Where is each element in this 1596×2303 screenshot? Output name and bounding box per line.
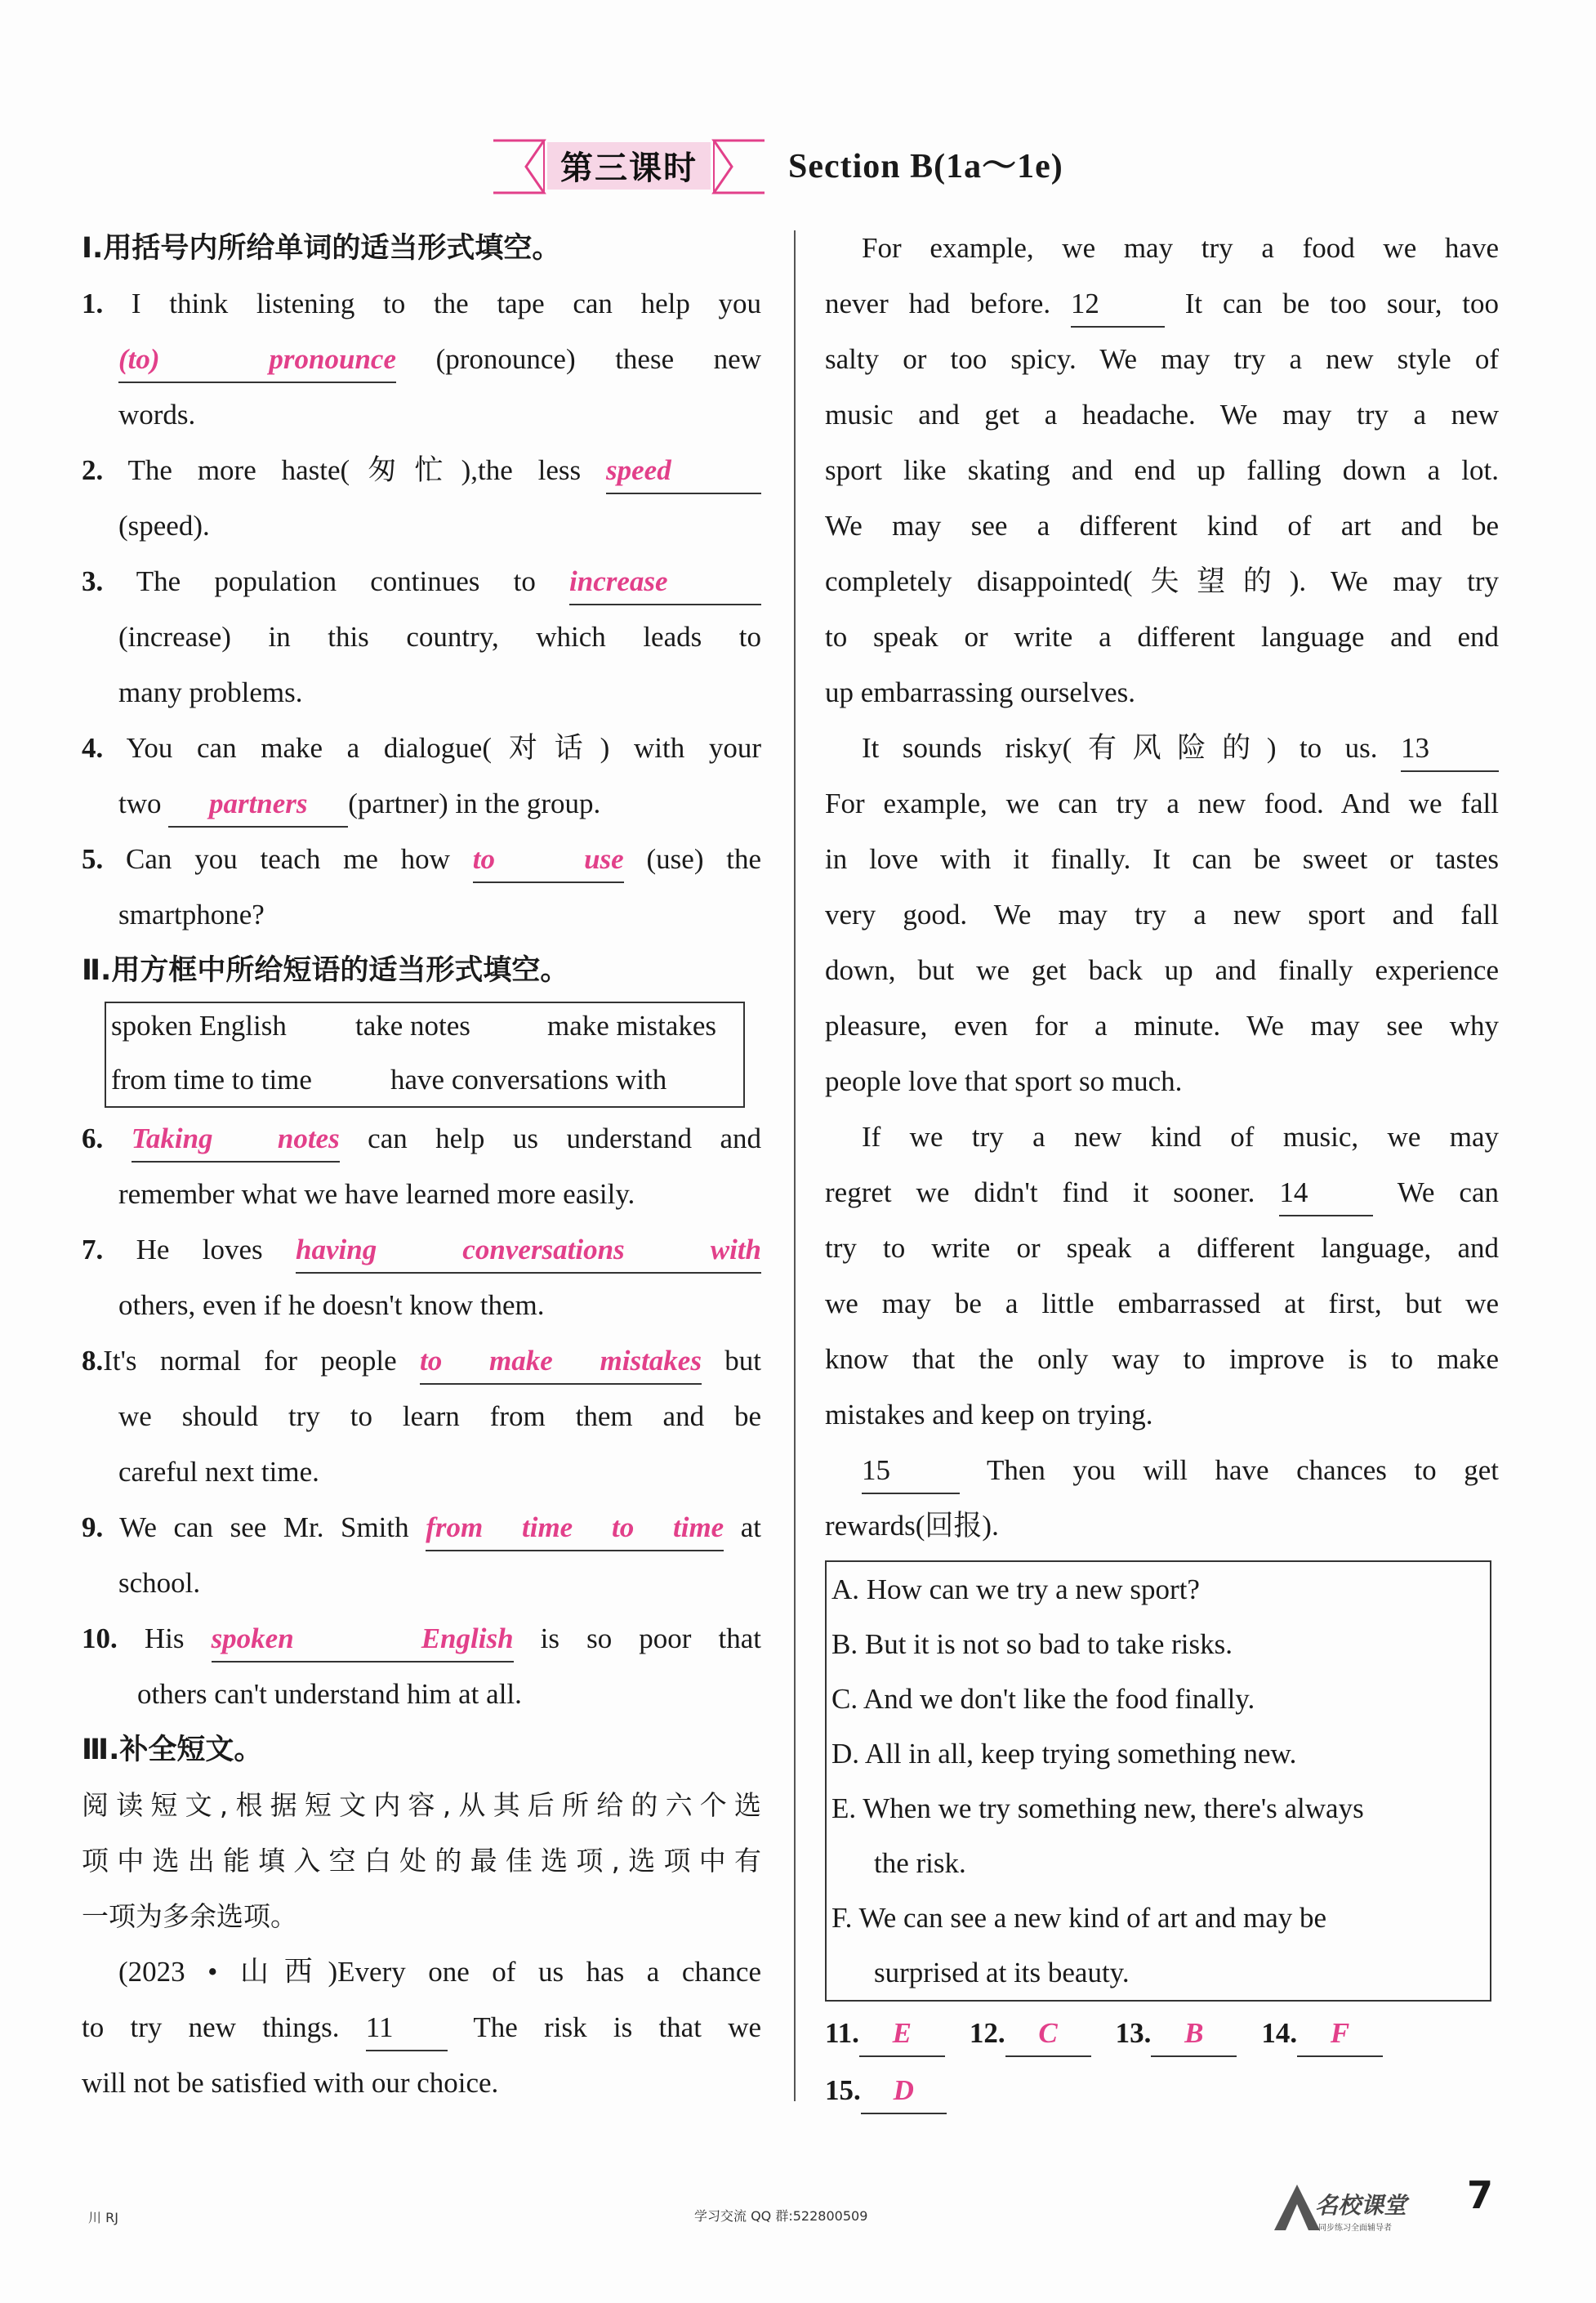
passage-line: pleasure, even for a minute. We may see why bbox=[825, 1010, 1499, 1042]
lesson-label: 第三课时 bbox=[560, 150, 698, 187]
answer-12[interactable]: C bbox=[1005, 2015, 1091, 2057]
phrase-item: take notes bbox=[355, 1010, 470, 1042]
blank-14[interactable]: 14 bbox=[1279, 1174, 1373, 1216]
edition-label: 川 RJ bbox=[88, 2210, 118, 2225]
blank-11[interactable]: 11 bbox=[366, 2009, 448, 2051]
brand-tagline: 同步练习全面辅导者 bbox=[1318, 2224, 1392, 2233]
answer-row: 11. E 12. C 13. B 14. F bbox=[825, 2005, 1499, 2062]
q8-line2: we should try to learn from them and be bbox=[118, 1400, 761, 1432]
answer-11[interactable]: E bbox=[859, 2015, 945, 2057]
q10-line2: others can't understand him at all. bbox=[137, 1678, 522, 1710]
brand-a-icon bbox=[1273, 2183, 1322, 2232]
passage-line: music and get a headache. We may try a new bbox=[825, 399, 1499, 431]
passage-line: very good. We may try a new sport and fall bbox=[825, 899, 1499, 931]
answer-blank[interactable]: from time to time bbox=[426, 1509, 724, 1551]
q3-line2: (increase) in this country, which leads to bbox=[118, 621, 761, 653]
passage-line: to speak or write a different language and end bbox=[825, 621, 1499, 653]
passage-line: down, but we get back up and finally experience bbox=[825, 954, 1499, 986]
phrase-item: spoken English bbox=[111, 1010, 287, 1042]
brand-name: 名校课堂 bbox=[1315, 2192, 1407, 2219]
answer-row: 15. D bbox=[825, 2062, 1499, 2119]
q3-line3: many problems. bbox=[118, 676, 303, 708]
phrase-box bbox=[105, 1002, 745, 1108]
phrase-item: make mistakes bbox=[547, 1010, 717, 1042]
option-d: D. All in all, keep trying something new. bbox=[831, 1738, 1297, 1770]
q3-line1: 3. The population continues to increase bbox=[82, 554, 761, 609]
passage-line: 15 Then you will have chances to get bbox=[825, 1443, 1499, 1498]
q2-line2: (speed). bbox=[118, 510, 210, 542]
part3-instructions: 一项为多余选项。 bbox=[82, 1900, 297, 1932]
answer-blank[interactable]: to make mistakes bbox=[420, 1342, 702, 1385]
answer-blank[interactable]: spoken English bbox=[212, 1620, 514, 1663]
passage-line: regret we didn't find it sooner. 14 We can bbox=[825, 1165, 1499, 1221]
q4-line2: two partners (partner) in the group. bbox=[82, 776, 761, 832]
column-divider bbox=[794, 230, 796, 2101]
passage-line: we may be a little embarrassed at first, but we bbox=[825, 1288, 1499, 1319]
q9-line2: school. bbox=[118, 1567, 201, 1599]
answer-blank[interactable]: increase bbox=[569, 563, 761, 605]
answer-blank[interactable]: (to) pronounce bbox=[118, 341, 396, 383]
passage-line: mistakes and keep on trying. bbox=[825, 1399, 1153, 1430]
passage-line: completely disappointed(失望的). We may try bbox=[825, 565, 1499, 597]
right-column bbox=[825, 221, 1499, 2119]
passage-line: people love that sport so much. bbox=[825, 1065, 1183, 1097]
q5-line2: smartphone? bbox=[118, 899, 265, 931]
q6-line1: 6. Taking notes can help us understand and bbox=[82, 1111, 761, 1167]
passage-line: (2023 • 山西)Every one of us has a chance bbox=[118, 1956, 761, 1988]
q8-line1: 8.It's normal for people to make mistakes but bbox=[82, 1333, 761, 1389]
passage-line: For example, we can try a new food. And we fall bbox=[825, 788, 1499, 819]
brand-logo bbox=[1273, 2183, 1436, 2234]
passage-line: know that the only way to improve is to make bbox=[825, 1343, 1499, 1375]
part1-title: Ⅰ.用括号内所给单词的适当形式填空。 bbox=[82, 232, 561, 265]
q1-line2: (to) pronounce (pronounce) these new bbox=[82, 332, 761, 387]
passage-line: up embarrassing ourselves. bbox=[825, 676, 1136, 708]
phrase-item: from time to time bbox=[111, 1064, 312, 1096]
passage-line: We may see a different kind of art and be bbox=[825, 510, 1499, 542]
answer-blank[interactable]: partners bbox=[168, 785, 348, 828]
lesson-badge bbox=[490, 137, 768, 196]
q7-line1: 7. He loves having conversations with bbox=[82, 1222, 761, 1278]
q5-line1: 5. Can you teach me how to use (use) the bbox=[82, 832, 761, 887]
q10-line1: 10. His spoken English is so poor that bbox=[82, 1611, 761, 1667]
blank-13[interactable]: 13 bbox=[1401, 730, 1499, 772]
section-title: Section B(1a～1e) bbox=[788, 148, 1063, 185]
qq-group: 学习交流 QQ 群:522800509 bbox=[694, 2208, 868, 2224]
part3-instructions: 阅读短文,根据短文内容,从其后所给的六个选 bbox=[82, 1789, 761, 1821]
passage-line: For example, we may try a food we have bbox=[862, 232, 1499, 264]
answer-15[interactable]: D bbox=[861, 2072, 947, 2114]
passage-line: If we try a new kind of music, we may bbox=[862, 1121, 1499, 1153]
phrase-item: have conversations with bbox=[390, 1064, 667, 1096]
q2-line1: 2. The more haste(匆忙),the less speed bbox=[82, 443, 761, 498]
q8-line3: careful next time. bbox=[118, 1456, 319, 1488]
blank-12[interactable]: 12 bbox=[1071, 285, 1165, 328]
answer-blank[interactable]: to use bbox=[473, 841, 624, 883]
q7-line2: others, even if he doesn't know them. bbox=[118, 1289, 545, 1321]
answer-14[interactable]: F bbox=[1297, 2015, 1383, 2057]
passage-line: in love with it finally. It can be sweet or tastes bbox=[825, 843, 1499, 875]
part3-title: Ⅲ.补全短文。 bbox=[82, 1734, 263, 1766]
blank-15[interactable]: 15 bbox=[862, 1452, 960, 1494]
options-box bbox=[825, 1560, 1491, 2002]
page-number: 7 bbox=[1467, 2173, 1494, 2217]
part2-title: Ⅱ.用方框中所给短语的适当形式填空。 bbox=[82, 954, 569, 987]
passage-line: salty or too spicy. We may try a new style of bbox=[825, 343, 1499, 375]
q4-line1: 4. You can make a dialogue(对话) with your bbox=[82, 732, 761, 764]
q6-line2: remember what we have learned more easily. bbox=[118, 1178, 635, 1210]
left-column bbox=[82, 221, 761, 2111]
passage-line: sport like skating and end up falling down a lot. bbox=[825, 454, 1499, 486]
part3-instructions: 项中选出能填入空白处的最佳选项,选项中有 bbox=[82, 1845, 761, 1877]
option-f: F. We can see a new kind of art and may be bbox=[831, 1902, 1327, 1934]
q1-line3: words. bbox=[118, 399, 196, 431]
option-e: E. When we try something new, there's always bbox=[831, 1792, 1364, 1824]
passage-line: will not be satisfied with our choice. bbox=[82, 2067, 499, 2099]
passage-line: to try new things. 11 The risk is that we bbox=[82, 2000, 761, 2055]
answer-13[interactable]: B bbox=[1151, 2015, 1237, 2057]
answer-blank[interactable]: speed bbox=[606, 452, 761, 494]
passage-line: try to write or speak a different language, and bbox=[825, 1232, 1499, 1264]
q1-line1: 1. I think listening to the tape can help you bbox=[82, 288, 762, 319]
page-header bbox=[0, 131, 1596, 204]
q9-line1: 9. We can see Mr. Smith from time to time at bbox=[82, 1500, 761, 1555]
option-a: A. How can we try a new sport? bbox=[831, 1573, 1200, 1605]
answer-blank[interactable]: having conversations with bbox=[296, 1231, 761, 1274]
passage-line: rewards(回报). bbox=[825, 1510, 999, 1542]
answer-blank[interactable]: Taking notes bbox=[132, 1120, 340, 1163]
option-e-cont: the risk. bbox=[874, 1847, 966, 1879]
passage-line: It sounds risky(有风险的) to us. 13 bbox=[825, 721, 1499, 776]
option-f-cont: surprised at its beauty. bbox=[874, 1957, 1130, 1988]
option-c: C. And we don't like the food finally. bbox=[831, 1683, 1255, 1715]
option-b: B. But it is not so bad to take risks. bbox=[831, 1628, 1233, 1660]
passage-line: never had before. 12 It can be too sour, too bbox=[825, 276, 1499, 332]
